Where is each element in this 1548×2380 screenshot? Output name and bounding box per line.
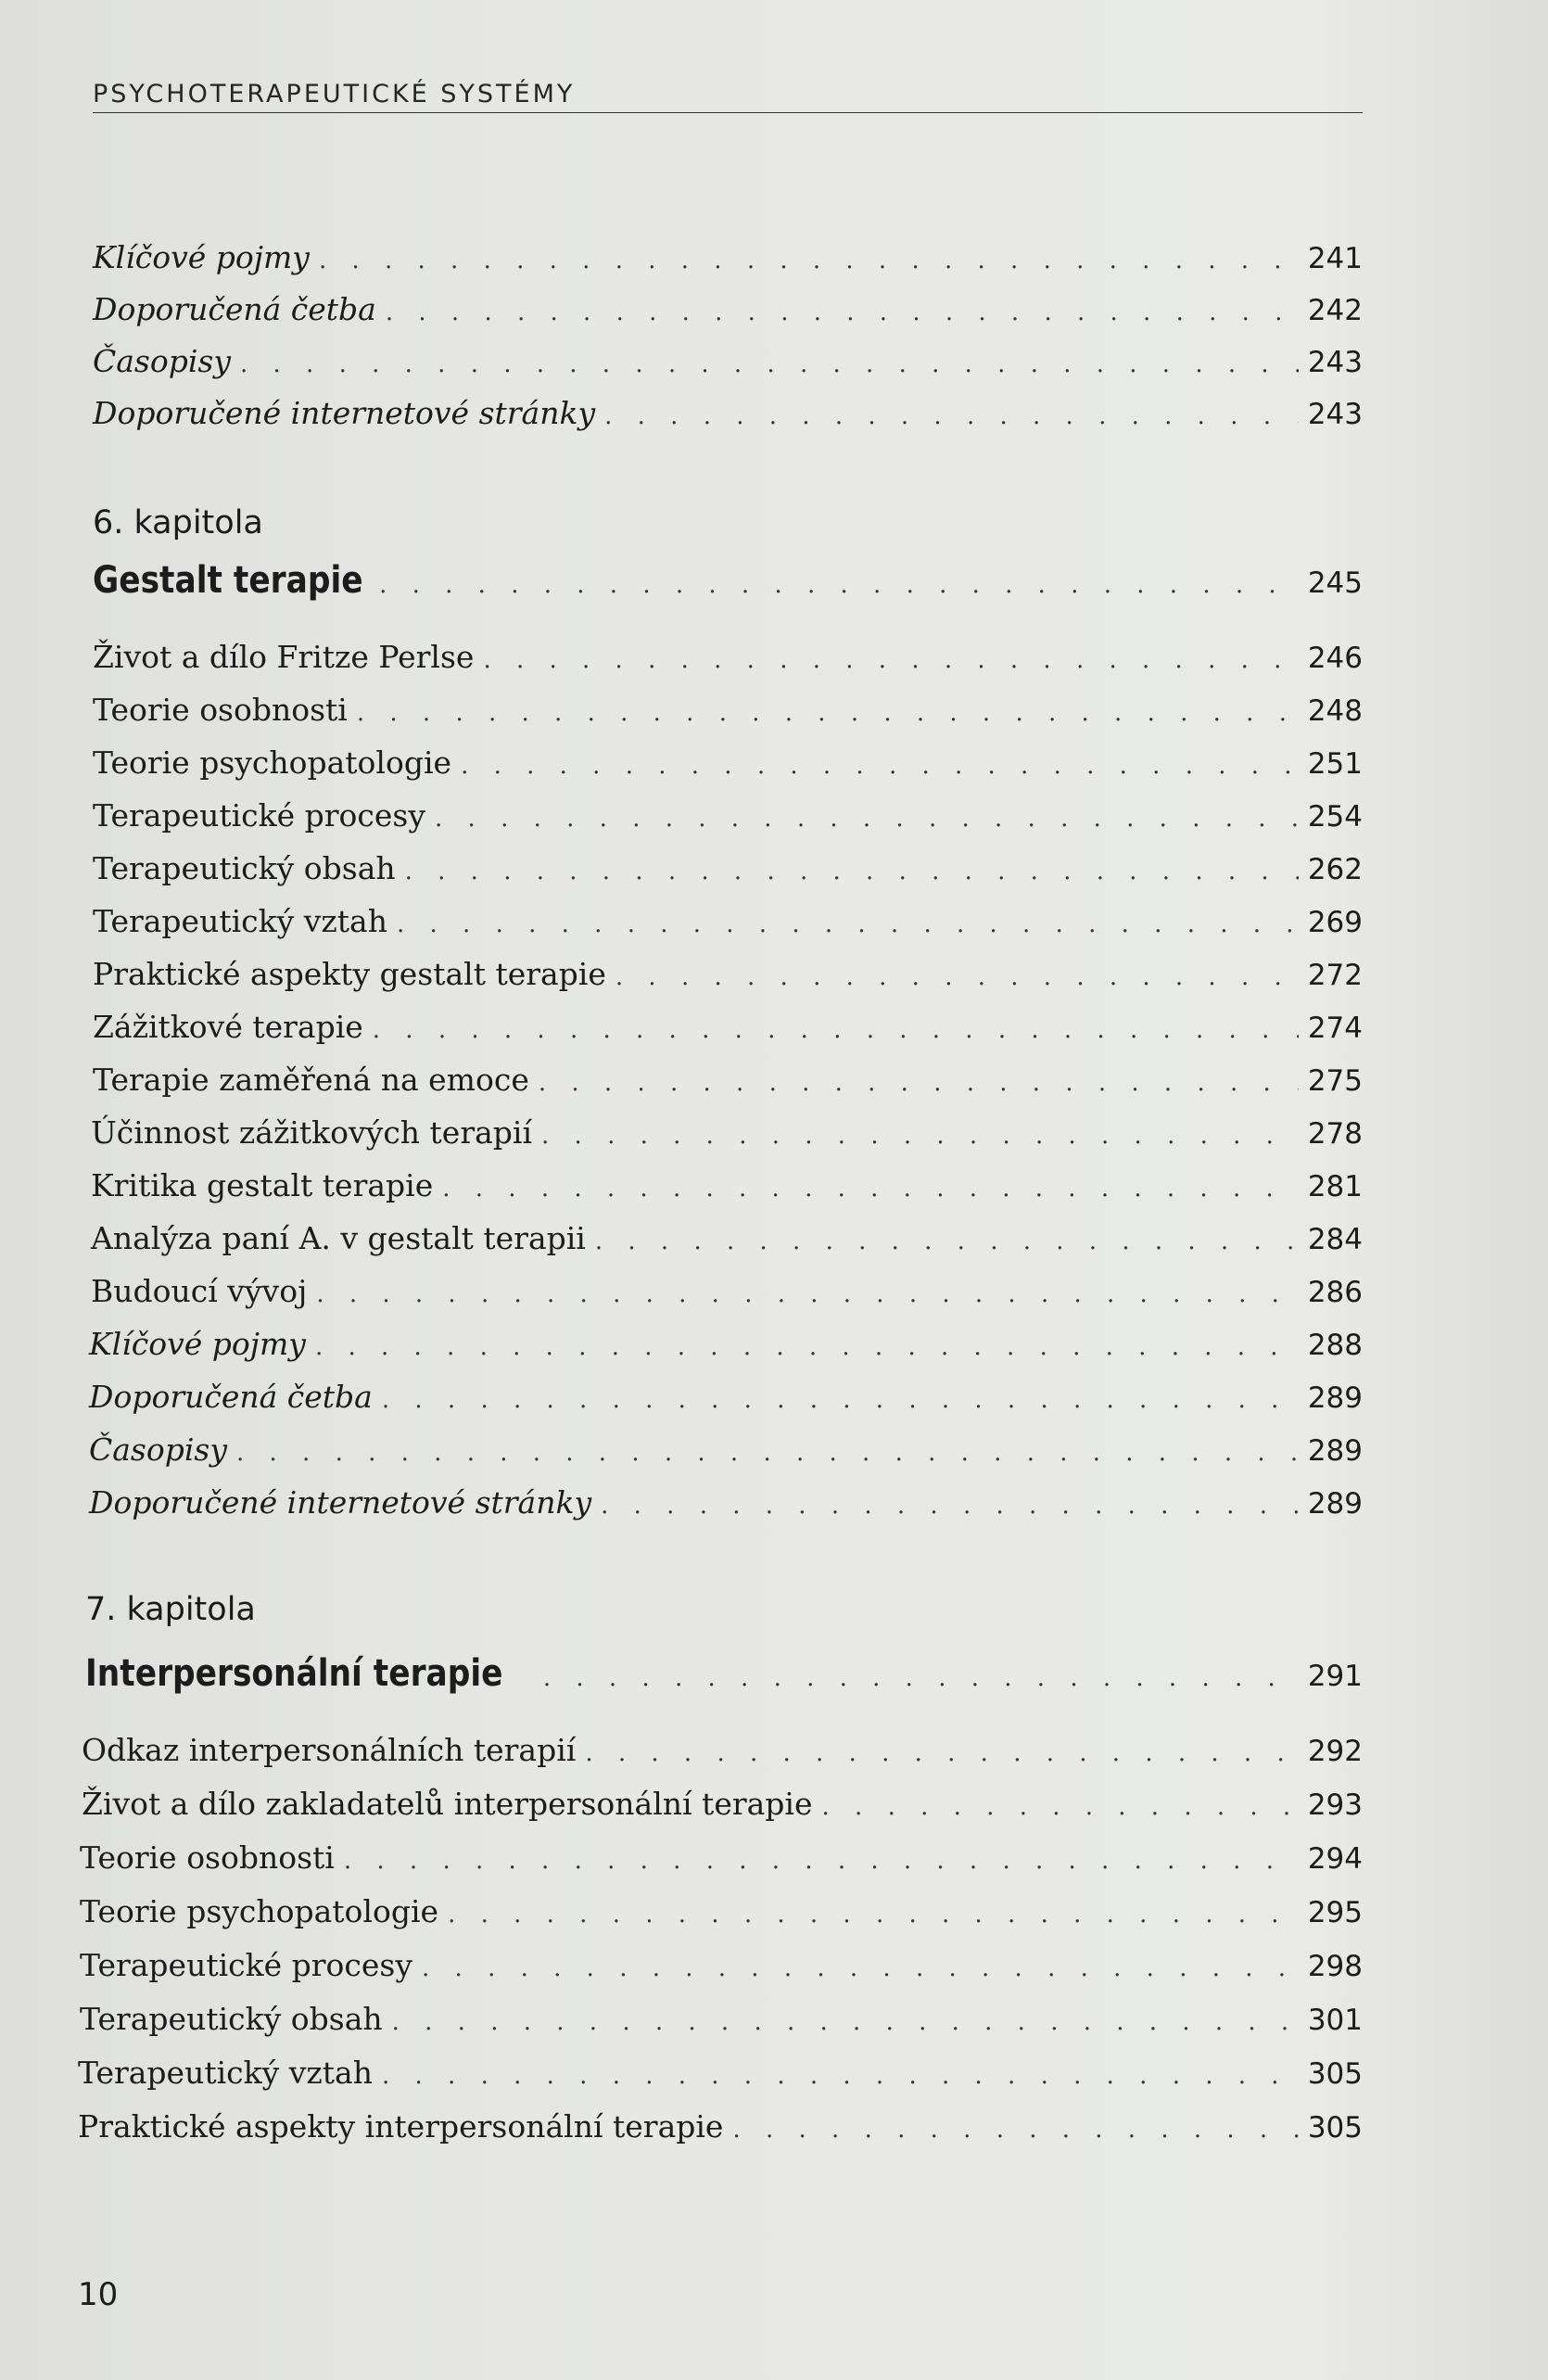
- toc-entry-page: 243: [1307, 398, 1363, 431]
- running-head: PSYCHOTERAPEUTICKÉ SYSTÉMY: [93, 80, 1363, 113]
- toc-entry: [80, 2001, 1363, 2045]
- toc-entry-page: 292: [1307, 1735, 1363, 1768]
- toc-entry: [89, 1326, 1363, 1370]
- dot-leader: [732, 2116, 1298, 2144]
- toc-entry-title: Zážitkové terapie: [93, 1009, 363, 1045]
- toc-entry-title: Budoucí vývoj: [91, 1273, 308, 1309]
- toc-entry-page: 286: [1307, 1276, 1363, 1309]
- toc-entry: [82, 1786, 1363, 1830]
- toc-entry-page: 298: [1307, 1950, 1363, 1983]
- toc-entry-title: Život a dílo zakladatelů interpersonální terapie: [82, 1786, 813, 1822]
- toc-entry-title: Doporučená četba: [93, 291, 376, 327]
- dot-leader: [373, 1016, 1299, 1044]
- toc-entry-page: 242: [1307, 294, 1363, 327]
- toc-entry-title: Terapie zaměřená na emoce: [93, 1062, 529, 1098]
- dot-leader: [483, 646, 1298, 674]
- dot-leader: [405, 858, 1299, 885]
- dot-leader: [382, 1386, 1299, 1414]
- dot-leader: [236, 1439, 1299, 1467]
- toc-entry: [93, 797, 1363, 842]
- toc-entry: [93, 692, 1363, 736]
- dot-leader: [585, 1739, 1299, 1767]
- toc-entry-page: 274: [1307, 1012, 1363, 1045]
- toc-entry: [93, 956, 1363, 1000]
- toc-entry: [93, 850, 1363, 895]
- dot-leader: [386, 299, 1299, 326]
- toc-entry-title: Terapeutický vztah: [93, 903, 387, 939]
- dot-leader: [604, 402, 1299, 430]
- toc-entry-page: 254: [1307, 800, 1363, 834]
- toc-entry-page: 251: [1307, 747, 1363, 781]
- toc-entry-title: Teorie psychopatologie: [80, 1893, 439, 1929]
- chapter-heading: [93, 559, 1363, 604]
- dot-leader: [601, 1492, 1299, 1520]
- toc-entry-title: Terapeutický obsah: [80, 2001, 383, 2037]
- dot-leader: [392, 2008, 1299, 2036]
- toc-entry-page: 289: [1307, 1381, 1363, 1415]
- page-number: 10: [78, 2276, 119, 2313]
- dot-leader: [822, 1793, 1299, 1821]
- toc-entry-page: 295: [1307, 1896, 1363, 1929]
- toc-entry-title: Teorie osobnosti: [93, 692, 348, 728]
- toc-entry-title: Časopisy: [93, 343, 231, 379]
- toc-entry-title: Terapeutický vztah: [78, 2055, 373, 2091]
- dot-leader: [382, 2062, 1299, 2090]
- toc-entry: [78, 2055, 1363, 2099]
- toc-entry-page: 305: [1307, 2057, 1363, 2091]
- dot-leader: [240, 350, 1299, 378]
- toc-entry: [78, 2108, 1363, 2153]
- toc-entry-page: 248: [1307, 694, 1363, 728]
- toc-entry: [93, 1062, 1363, 1106]
- dot-leader: [397, 910, 1299, 938]
- dot-leader: [539, 1069, 1299, 1097]
- dot-leader: [448, 1901, 1299, 1928]
- toc-entry: [80, 1893, 1363, 1938]
- toc-entry: [89, 1484, 1363, 1529]
- toc-entry: [93, 395, 1363, 439]
- toc-entry-page: 284: [1307, 1223, 1363, 1256]
- chapter-heading: [85, 1652, 1363, 1697]
- toc-entry: [82, 1732, 1363, 1776]
- toc-entry: [80, 1947, 1363, 1992]
- chapter-label: 7. kapitola: [85, 1591, 256, 1628]
- dot-leader: [435, 805, 1299, 833]
- toc-entry-title: Doporučené internetové stránky: [93, 395, 596, 431]
- toc-entry-title: Terapeutický obsah: [93, 850, 396, 886]
- toc-entry-page: 305: [1307, 2111, 1363, 2145]
- toc-entry: [93, 1009, 1363, 1053]
- toc-entry-page: 301: [1307, 2004, 1363, 2037]
- toc-entry-page: 241: [1307, 242, 1363, 275]
- toc-entry: [93, 639, 1363, 683]
- toc-entry-page: 278: [1307, 1117, 1363, 1151]
- dot-leader: [422, 1954, 1299, 1982]
- dot-leader: [615, 963, 1299, 991]
- toc-entry-page: 293: [1307, 1788, 1363, 1822]
- toc-entry: [91, 1114, 1363, 1159]
- toc-entry-title: Praktické aspekty gestalt terapie: [93, 956, 606, 992]
- chapter-title: Interpersonální terapie: [85, 1652, 503, 1695]
- toc-entry-page: 288: [1307, 1329, 1363, 1362]
- toc-entry-page: 269: [1307, 906, 1363, 939]
- toc-entry-title: Účinnost zážitkových terapií: [91, 1114, 533, 1151]
- toc-entry: [93, 745, 1363, 789]
- toc-entry-page: 289: [1307, 1434, 1363, 1468]
- toc-entry-title: Klíčové pojmy: [89, 1326, 306, 1362]
- toc-entry: [80, 1839, 1363, 1884]
- chapter-page: 291: [1307, 1660, 1363, 1693]
- chapter-page: 245: [1307, 566, 1363, 600]
- toc-entry-title: Doporučené internetové stránky: [89, 1484, 592, 1521]
- toc-entry-page: 275: [1307, 1064, 1363, 1098]
- toc-entry-title: Klíčové pojmy: [93, 239, 310, 275]
- toc-entry-title: Život a dílo Fritze Perlse: [93, 639, 475, 675]
- toc-entry-title: Časopisy: [89, 1432, 227, 1468]
- dot-leader: [543, 1664, 1299, 1692]
- dot-leader: [344, 1847, 1299, 1875]
- chapter-title: Gestalt terapie: [93, 559, 363, 602]
- toc-entry-title: Analýza paní A. v gestalt terapii: [91, 1220, 586, 1256]
- toc-entry-title: Teorie osobnosti: [80, 1839, 335, 1876]
- toc-entry-page: 246: [1307, 642, 1363, 675]
- dot-leader: [541, 1122, 1299, 1150]
- dot-leader: [442, 1175, 1299, 1203]
- toc-entry: [93, 903, 1363, 948]
- toc-entry-title: Odkaz interpersonálních terapií: [82, 1732, 577, 1768]
- dot-leader: [319, 247, 1299, 274]
- toc-entry-title: Terapeutické procesy: [93, 797, 426, 834]
- chapter-label: 6. kapitola: [93, 504, 263, 541]
- dot-leader: [379, 571, 1299, 599]
- toc-entry-title: Terapeutické procesy: [80, 1947, 413, 1983]
- dot-leader: [316, 1280, 1299, 1308]
- toc-entry: [93, 291, 1363, 336]
- toc-entry: [89, 1379, 1363, 1423]
- toc-entry: [91, 1273, 1363, 1317]
- toc-entry: [89, 1432, 1363, 1476]
- toc-entry-page: 243: [1307, 346, 1363, 379]
- toc-entry-page: 289: [1307, 1487, 1363, 1521]
- toc-entry-page: 281: [1307, 1170, 1363, 1203]
- dot-leader: [461, 752, 1299, 780]
- dot-leader: [595, 1228, 1299, 1255]
- toc-entry-title: Kritika gestalt terapie: [91, 1167, 434, 1203]
- dot-leader: [315, 1333, 1299, 1361]
- toc-entry: [93, 239, 1363, 284]
- toc-entry-title: Doporučená četba: [89, 1379, 373, 1415]
- toc-entry: [93, 343, 1363, 388]
- toc-entry: [91, 1167, 1363, 1212]
- toc-entry-page: 294: [1307, 1842, 1363, 1876]
- toc-entry-page: 272: [1307, 959, 1363, 992]
- toc-entry-page: 262: [1307, 853, 1363, 886]
- toc-entry: [91, 1220, 1363, 1265]
- toc-entry-title: Praktické aspekty interpersonální terapie: [78, 2108, 724, 2145]
- dot-leader: [357, 699, 1299, 727]
- toc-entry-title: Teorie psychopatologie: [93, 745, 452, 781]
